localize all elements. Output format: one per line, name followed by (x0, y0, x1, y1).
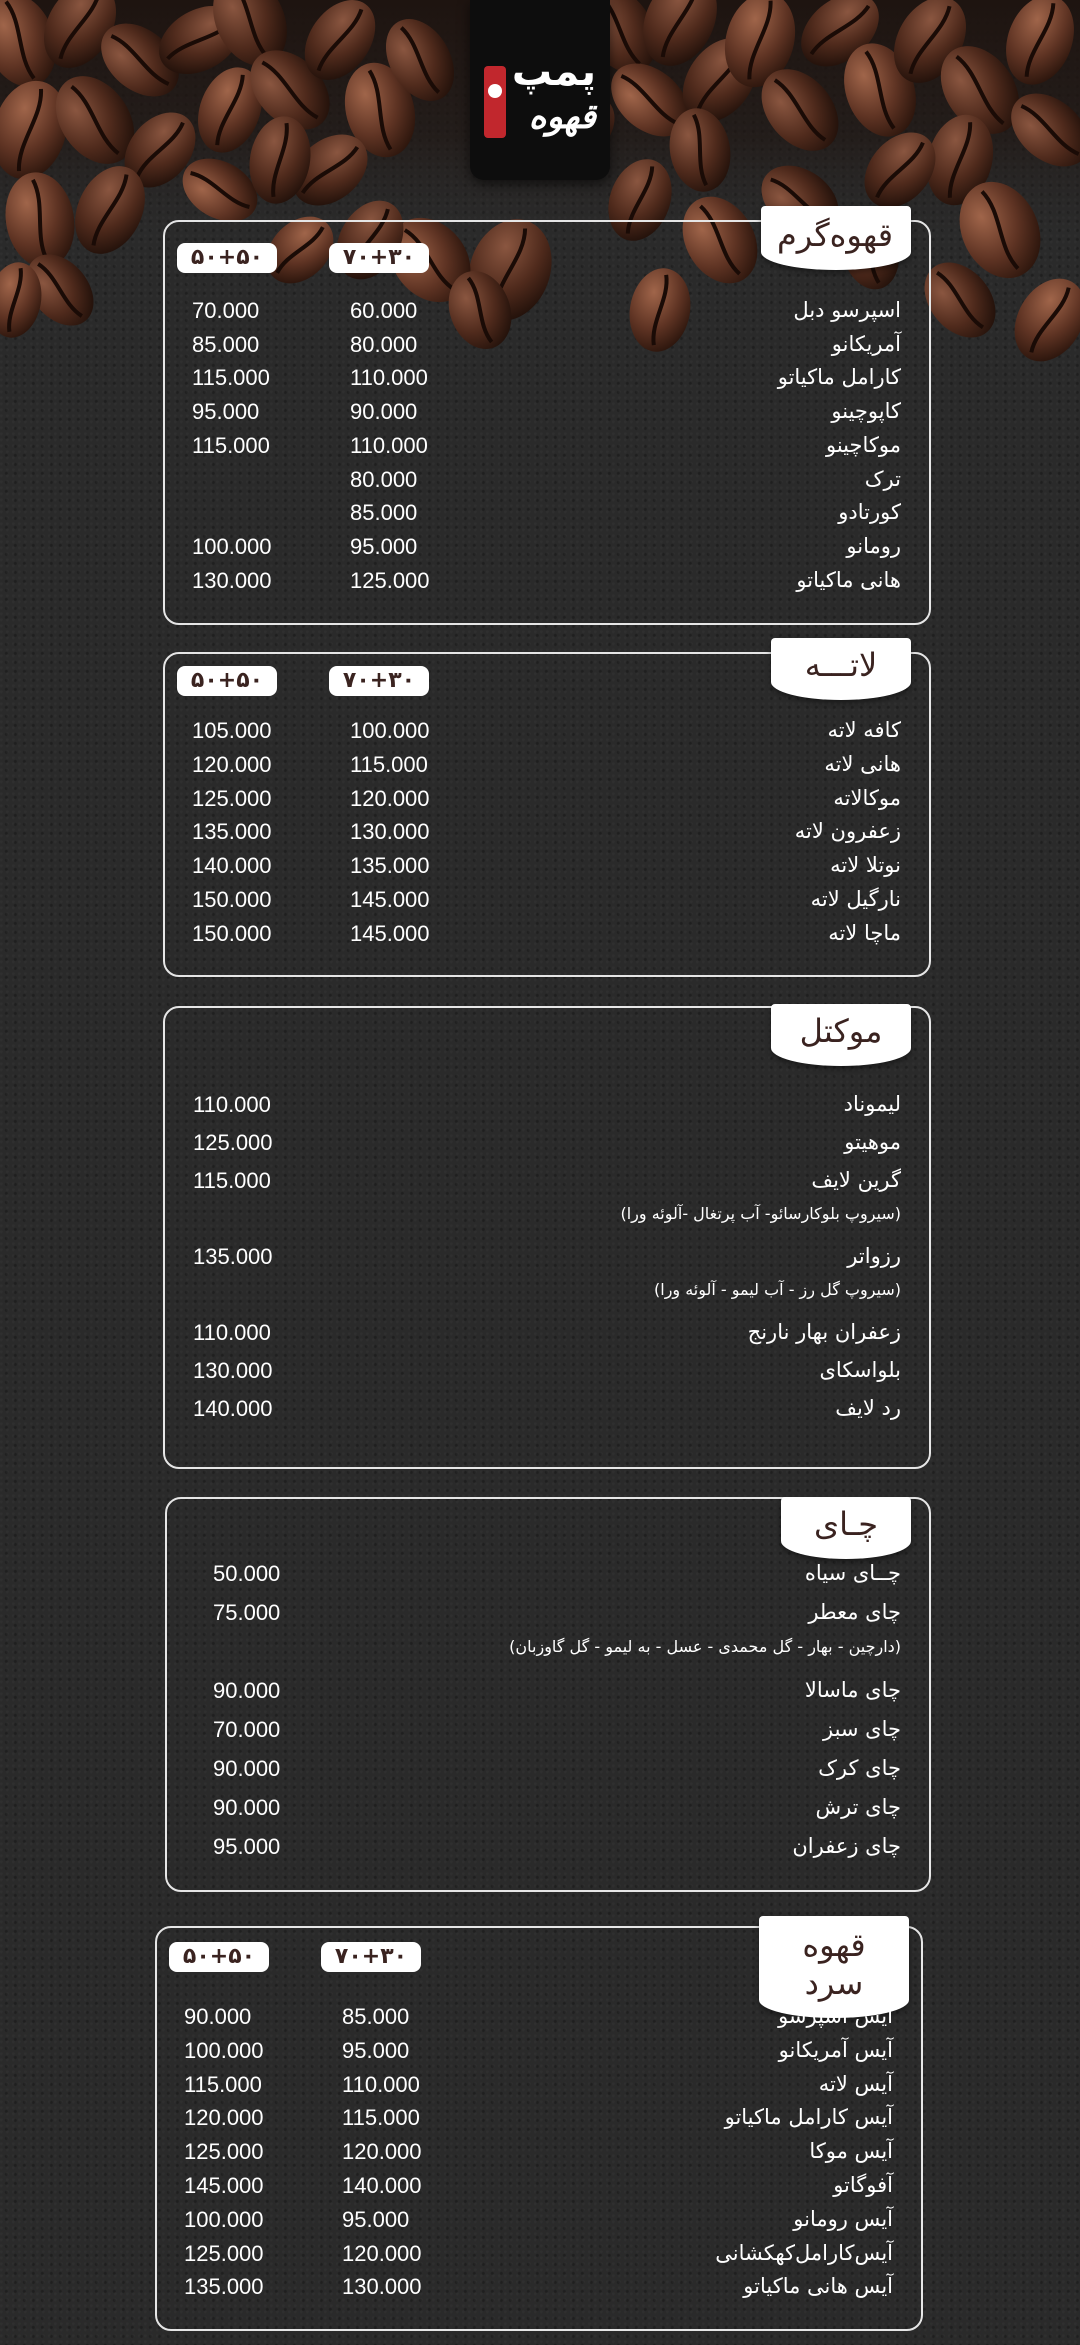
item-name: نوتلا لاته (830, 853, 901, 878)
menu-item-row (165, 467, 929, 501)
item-price-large: 145.000 (184, 2173, 264, 2198)
item-name: آمریکانو (831, 331, 901, 356)
menu-item-row (167, 1561, 929, 1595)
item-price: 110.000 (193, 1320, 271, 1345)
item-name: رد لایف (835, 1396, 901, 1420)
item-price-small: 100.000 (350, 718, 430, 743)
item-name: لیموناد (843, 1092, 901, 1116)
menu-item-row (165, 1320, 929, 1354)
item-price-large: 100.000 (192, 533, 272, 559)
menu-item-row (167, 1717, 929, 1751)
menu-item-row (165, 786, 929, 820)
item-name: آیس هانی ماکیاتو (743, 2274, 893, 2299)
item-price-small: 85.000 (342, 2004, 410, 2029)
item-price-small: 120.000 (350, 785, 430, 811)
menu-item-row (165, 1244, 929, 1278)
menu-item-row (165, 500, 929, 534)
menu-item-row (165, 534, 929, 568)
menu-item-row (165, 1130, 929, 1164)
item-price: 90.000 (213, 1795, 281, 1820)
item-name: بلواسکای (819, 1358, 901, 1382)
item-price-small: 95.000 (342, 2037, 410, 2063)
item-price-large: 70.000 (192, 298, 260, 323)
item-price: 90.000 (213, 1756, 281, 1781)
size-label-small: ۷۰+۳۰ (329, 666, 429, 696)
item-name: آیس آمریکانو (778, 2037, 893, 2062)
menu-item-row (165, 1396, 929, 1430)
menu-item-row (165, 298, 929, 332)
latte-section (163, 646, 931, 977)
item-price: 125.000 (193, 1130, 273, 1155)
item-price-large: 105.000 (192, 718, 272, 743)
menu-item-row (157, 2072, 921, 2106)
item-price-small: 80.000 (350, 466, 418, 492)
item-price-large: 150.000 (192, 920, 272, 946)
item-name: چــای سیاه (804, 1561, 901, 1585)
menu-item-row (167, 1678, 929, 1712)
brand-line-2: قهوه (528, 97, 596, 137)
menu-item-row (165, 1092, 929, 1126)
item-price-small: 130.000 (342, 2274, 422, 2300)
latte-title: لاتـــه (771, 638, 911, 700)
item-price-large: 125.000 (192, 785, 272, 811)
item-price: 140.000 (193, 1396, 273, 1421)
item-name: هانی ماکیاتو (796, 567, 901, 592)
menu-item-row (167, 1795, 929, 1829)
item-price-small: 135.000 (350, 853, 430, 879)
item-ingredients-note: (دارچین - بهار - گل محمدی - عسل - به لیمو - گل گاوزبان) (509, 1637, 901, 1656)
item-name: گرین لایف (811, 1168, 901, 1192)
menu-item-row (165, 819, 929, 853)
item-price-small: 120.000 (342, 2240, 422, 2266)
item-price: 115.000 (193, 1168, 271, 1193)
size-label-large: ۵۰+۵۰ (177, 243, 277, 273)
menu-item-row (165, 1358, 929, 1392)
menu-item-row (165, 1168, 929, 1202)
menu-item-row (167, 1834, 929, 1868)
item-name: آفوگاتو (833, 2173, 893, 2197)
item-name: چای زعفران (792, 1834, 901, 1858)
item-price-large: 150.000 (192, 887, 272, 912)
item-ingredients-note: (سیروپ گل رز - آب لیمو - آلوئه ورا) (654, 1280, 901, 1299)
menu-item-row (165, 365, 929, 399)
mocktail-section (163, 1006, 931, 1469)
item-name: رزواتر (847, 1244, 901, 1268)
coffee-bean-icon (1000, 266, 1080, 374)
item-price-small: 90.000 (350, 399, 418, 425)
menu-item-row (165, 752, 929, 786)
item-price-large: 140.000 (192, 853, 272, 879)
item-name: چای سبز (822, 1717, 901, 1741)
item-name: موهیتو (844, 1130, 901, 1154)
item-name: چای معطر (808, 1600, 901, 1624)
menu-item-row (165, 921, 929, 955)
size-label-small: ۷۰+۳۰ (329, 243, 429, 273)
item-price-small: 140.000 (342, 2173, 422, 2198)
tea-section (165, 1497, 931, 1892)
menu-item-row (157, 2004, 921, 2038)
item-name: رومانو (846, 533, 901, 558)
brand-logo (470, 0, 610, 180)
menu-item-row (165, 887, 929, 921)
item-price-large: 115.000 (184, 2071, 262, 2097)
item-name: اسپرسو دبل (793, 298, 901, 322)
item-price: 95.000 (213, 1834, 281, 1859)
item-ingredients-note: (سیروپ بلوکارسائو- آب پرتغال -آلوئه ورا) (620, 1204, 901, 1223)
item-price-small: 115.000 (342, 2105, 420, 2131)
menu-item-row (165, 853, 929, 887)
item-name: آیس لاته (818, 2071, 893, 2096)
item-price-small: 115.000 (350, 751, 428, 777)
item-name: ترک (864, 466, 901, 491)
item-price: 130.000 (193, 1358, 273, 1383)
menu-item-row (167, 1600, 929, 1634)
tea-title: چـای (781, 1497, 911, 1559)
item-price-small: 145.000 (350, 887, 430, 912)
brand-line-1: پمپ (511, 49, 596, 95)
item-name: هانی لاته (824, 751, 901, 776)
hot-coffee-section (163, 216, 931, 625)
menu-item-row (165, 718, 929, 752)
menu-item-row (167, 1756, 929, 1790)
item-name: کارامل ماکیاتو (777, 365, 901, 390)
cold-coffee-section (155, 1926, 923, 2331)
item-price: 50.000 (213, 1561, 281, 1586)
item-price-small: 145.000 (350, 920, 430, 946)
menu-item-row (157, 2038, 921, 2072)
item-name: موکاچینو (826, 432, 901, 457)
item-price: 90.000 (213, 1678, 281, 1703)
item-price: 75.000 (213, 1600, 281, 1625)
hot-coffee-title: قهوه‌گرم (761, 206, 911, 270)
menu-item-row (157, 2173, 921, 2207)
item-price-small: 125.000 (350, 567, 430, 593)
item-name: کاپوچینو (831, 399, 901, 424)
item-price-large: 85.000 (192, 331, 260, 357)
item-name: زعفران بهار نارنج (747, 1320, 901, 1344)
item-name: کافه لاته (827, 718, 901, 742)
item-name: چای ماسالا (804, 1678, 901, 1702)
cold-coffee-title: قهوه سرد (759, 1916, 909, 2018)
size-label-small: ۷۰+۳۰ (321, 1942, 421, 1972)
item-price-large: 125.000 (184, 2139, 264, 2165)
item-name: آیس اسپرسو (778, 2004, 893, 2028)
item-name: آیس کارامل ماکیاتو (724, 2105, 893, 2130)
item-price-small: 85.000 (350, 500, 418, 526)
item-price-small: 120.000 (342, 2139, 422, 2165)
menu-item-row (157, 2274, 921, 2308)
item-price-large: 130.000 (192, 567, 272, 593)
item-price: 135.000 (193, 1244, 273, 1269)
item-price-large: 100.000 (184, 2037, 264, 2063)
coffee-pump-icon (484, 66, 506, 138)
item-price-small: 110.000 (350, 432, 428, 458)
menu-item-row (165, 332, 929, 366)
item-price-small: 95.000 (342, 2206, 410, 2232)
item-price-large: 115.000 (192, 432, 270, 458)
item-price-small: 130.000 (350, 819, 430, 845)
item-name: چای کرک (818, 1756, 901, 1780)
menu-item-row (157, 2105, 921, 2139)
item-price-large: 115.000 (192, 365, 270, 391)
menu-item-row (157, 2207, 921, 2241)
item-price-large: 135.000 (192, 819, 272, 845)
menu-item-row (165, 568, 929, 602)
menu-item-row (157, 2241, 921, 2275)
item-price-large: 135.000 (184, 2274, 264, 2300)
item-price-large: 120.000 (192, 751, 272, 777)
item-price-large: 90.000 (184, 2004, 252, 2029)
item-price: 110.000 (193, 1092, 271, 1117)
mocktail-title: موکتل (771, 1004, 911, 1066)
item-name: ماچا لاته (828, 920, 901, 945)
size-label-large: ۵۰+۵۰ (169, 1942, 269, 1972)
item-name: زعفرون لاته (794, 819, 901, 844)
item-name: آیس موکا (809, 2139, 893, 2164)
menu-item-row (165, 433, 929, 467)
item-name: موکالاته (833, 785, 901, 810)
size-label-large: ۵۰+۵۰ (177, 666, 277, 696)
item-name: آیس رومانو (793, 2206, 893, 2231)
menu-item-row (157, 2139, 921, 2173)
menu-item-row (165, 399, 929, 433)
item-name: نارگیل لاته (810, 887, 901, 911)
item-price-large: 125.000 (184, 2240, 264, 2266)
item-price: 70.000 (213, 1717, 281, 1742)
item-price-large: 100.000 (184, 2206, 264, 2232)
item-price-small: 110.000 (350, 365, 428, 391)
item-name: کورتادو (838, 500, 901, 525)
item-name: آیس‌کارامل‌کهکشانی (715, 2240, 893, 2265)
item-price-small: 110.000 (342, 2071, 420, 2097)
item-price-small: 60.000 (350, 298, 418, 323)
item-price-large: 120.000 (184, 2105, 264, 2131)
item-name: چای ترش (815, 1795, 901, 1819)
item-price-small: 95.000 (350, 533, 418, 559)
item-price-large: 95.000 (192, 399, 260, 425)
item-price-small: 80.000 (350, 331, 418, 357)
